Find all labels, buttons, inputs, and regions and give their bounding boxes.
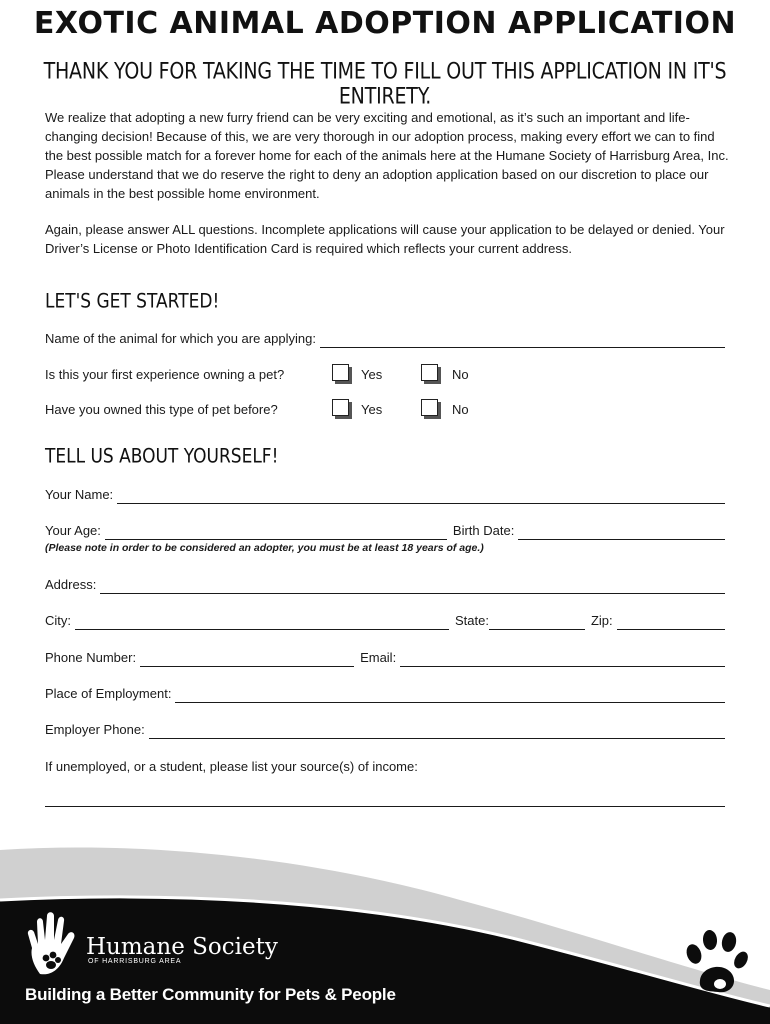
owned-before-no-checkbox[interactable] bbox=[421, 399, 438, 416]
first-experience-no-checkbox[interactable] bbox=[421, 364, 438, 381]
owned-before-row bbox=[45, 399, 725, 421]
paw-print-icon bbox=[680, 928, 750, 1000]
first-experience-row bbox=[45, 364, 725, 386]
zip-label: Zip: bbox=[590, 613, 613, 628]
owned-before-yes-label: Yes bbox=[361, 402, 383, 417]
zip-field[interactable] bbox=[617, 615, 725, 630]
section-heading-about-yourself: TELL US ABOUT YOURSELF! bbox=[45, 445, 279, 468]
first-experience-yes-checkbox[interactable] bbox=[332, 364, 349, 381]
employer-phone-row bbox=[45, 717, 725, 739]
intro-text bbox=[45, 108, 735, 275]
employment-row bbox=[45, 681, 725, 703]
address-field[interactable] bbox=[100, 579, 725, 594]
birth-date-field[interactable] bbox=[518, 525, 725, 540]
name-row bbox=[45, 482, 725, 504]
intro-paragraph-2: Again, please answer ALL questions. Incomplete applications will cause your application to be delayed or denied. Your Driver’s License or Photo Identification Card is required which reflects your current address. bbox=[45, 222, 725, 256]
age-field[interactable] bbox=[105, 525, 447, 540]
age-label: Your Age: bbox=[45, 523, 101, 538]
income-field[interactable] bbox=[45, 806, 725, 807]
address-row bbox=[45, 572, 725, 594]
animal-name-label: Name of the animal for which you are applying: bbox=[45, 331, 316, 346]
intro-paragraph-1: We realize that adopting a new furry friend can be very exciting and emotional, as it’s such an important and life-changing decision! Because of this, we are very thorough in our adoption process, making every effort we can to find the best possible match for a forever home for each of the animals here at the Humane Society of Harrisburg Area, Inc. Please understand that we do reserve the right to deny an adoption application based on our discretion to place our animals in the best possible home environment. bbox=[45, 110, 729, 201]
phone-email-row bbox=[45, 645, 725, 667]
employment-field[interactable] bbox=[175, 688, 725, 703]
email-field[interactable] bbox=[400, 652, 725, 667]
name-field[interactable] bbox=[117, 489, 725, 504]
employer-phone-field[interactable] bbox=[149, 724, 725, 739]
page-title: EXOTIC ANIMAL ADOPTION APPLICATION bbox=[33, 6, 737, 41]
email-label: Email: bbox=[360, 650, 397, 665]
state-label: State: bbox=[455, 613, 489, 628]
animal-name-field[interactable] bbox=[320, 333, 725, 348]
page-subtitle: THANK YOU FOR TAKING THE TIME TO FILL OUT THIS APPLICATION IN IT'S ENTIRETY. bbox=[43, 58, 727, 110]
income-row bbox=[45, 754, 725, 776]
city-label: City: bbox=[45, 613, 71, 628]
first-experience-no-label: No bbox=[452, 367, 469, 382]
org-subtitle: OF HARRISBURG AREA bbox=[88, 958, 182, 965]
employment-label: Place of Employment: bbox=[45, 686, 172, 701]
animal-name-row bbox=[45, 326, 725, 348]
address-label: Address: bbox=[45, 577, 97, 592]
birth-date-label: Birth Date: bbox=[452, 523, 515, 538]
owned-before-label: Have you owned this type of pet before? bbox=[45, 402, 278, 417]
age-note: (Please note in order to be considered an adopter, you must be at least 18 years of age.) bbox=[45, 542, 484, 554]
state-field[interactable] bbox=[489, 615, 585, 630]
name-label: Your Name: bbox=[45, 487, 114, 502]
city-state-zip-row bbox=[45, 608, 725, 630]
employer-phone-label: Employer Phone: bbox=[45, 722, 145, 737]
city-field[interactable] bbox=[75, 615, 449, 630]
hand-paw-logo-icon bbox=[26, 912, 84, 978]
org-name: Humane Society bbox=[86, 934, 278, 960]
income-label: If unemployed, or a student, please list your source(s) of income: bbox=[45, 759, 418, 774]
phone-label: Phone Number: bbox=[45, 650, 137, 665]
owned-before-yes-checkbox[interactable] bbox=[332, 399, 349, 416]
age-row bbox=[45, 518, 725, 540]
first-experience-yes-label: Yes bbox=[361, 367, 383, 382]
first-experience-label: Is this your first experience owning a pet? bbox=[45, 367, 285, 382]
phone-field[interactable] bbox=[140, 652, 354, 667]
section-heading-get-started: LET'S GET STARTED! bbox=[45, 290, 220, 313]
footer-tagline: Building a Better Community for Pets & People bbox=[25, 985, 396, 1004]
owned-before-no-label: No bbox=[452, 402, 469, 417]
